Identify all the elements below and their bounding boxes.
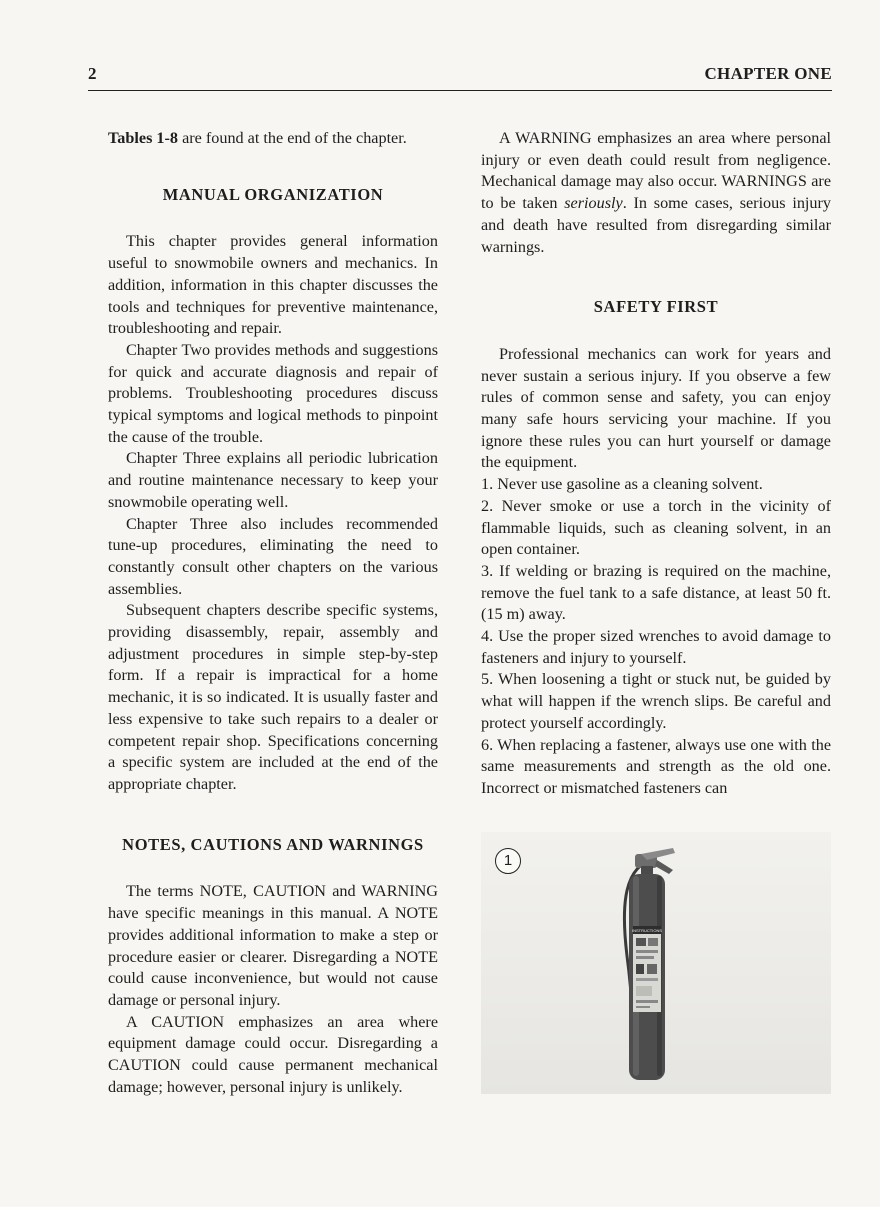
list-item: 3. If welding or brazing is required on the machine, remove the fuel tank to a safe distance, at least 50 ft. (15 m) away. [481,561,831,624]
paragraph: Chapter Three explains all periodic lubrication and routine maintenance necessary to keep your snowmobile operating well. [108,449,438,511]
list-item: 4. Use the proper sized wrenches to avoid damage to fasteners and injury to yourself. [481,627,831,667]
warning-text: A WARNING emphasizes an area where personal injury or even death could result from negligence. Mechanical damage may also occur. WARNINGS are to be taken [481,129,831,213]
page-header [88,62,832,91]
warning-text-end: . In some cases, serious injury and death have resulted from disregarding similar warnings. [481,194,831,256]
left-column [108,128,438,1098]
heading-notes-cautions-warnings: NOTES, CAUTIONS AND WARNINGS [122,834,424,854]
figure-fire-extinguisher [481,832,831,1094]
tables-note [108,128,438,150]
list-item: 2. Never smoke or use a torch in the vicinity of flammable liquids, such as cleaning solvent, in an open container. [481,496,831,559]
figure-number: 1 [495,848,521,874]
paragraph: A CAUTION emphasizes an area where equipment damage could occur. Disregarding a CAUTION could cause permanent mechanical damage; however, personal injury is unlikely. [108,1012,438,1096]
heading-safety-first: SAFETY FIRST [593,297,719,317]
paragraph: Chapter Three also includes recommended tune-up procedures, eliminating the need to constantly consult other chapters on the various assemblies. [108,514,438,598]
list-item: 6. When replacing a fastener, always use one with the same measurements and strength as the old one. Incorrect or mismatched fasteners can [481,735,831,797]
warning-paragraph [481,128,831,258]
fire-extinguisher-icon [611,846,691,1086]
tables-ref: Tables 1-8 [108,129,179,147]
paragraph: Subsequent chapters describe specific systems, providing disassembly, repair, assembly and adjustment procedures in simple step-by-step form. If a repair is impractical for a home mechanic, it is so indicated. It is usually faster and less expensive to take such repairs to a dealer or competent repair shop. Specifications concerning a specific system are included at the end of the appropriate chapter. [108,601,438,793]
list-item: 5. When loosening a tight or stuck nut, be guided by what will happen if the wrench slips. Be careful and protect yourself accordingly. [481,670,831,732]
heading-manual-organization: MANUAL ORGANIZATION [162,184,384,204]
paragraph: Chapter Two provides methods and suggestions for quick and accurate diagnosis and repair of problems. Troubleshooting procedures discuss typical symptoms and logical methods to pinpoint the cause of the trouble. [108,340,438,446]
warning-emphasis: seriously [564,194,623,213]
paragraph: Professional mechanics can work for years and never sustain a serious injury. If you observe a few rules of common sense and safety, you can enjoy many safe hours servicing your machine. If you ignore these rules you can hurt yourself or damage the equipment. [481,344,831,472]
paragraph: This chapter provides general information useful to snowmobile owners and mechanics. In addition, information in this chapter discusses the tools and techniques for preventive maintenance, troubleshooting and repair. [108,232,438,338]
chapter-title: CHAPTER ONE [704,64,832,83]
page-number: 2 [88,64,97,83]
right-column [481,128,831,800]
paragraph: The terms NOTE, CAUTION and WARNING have specific meanings in this manual. A NOTE provides additional information to make a step or procedure easier or clearer. Disregarding a NOTE could cause inconvenience, but would not cause damage or personal injury. [108,882,438,1009]
label-text: INSTRUCTIONS [632,928,662,933]
list-item: 1. Never use gasoline as a cleaning solvent. [481,475,763,494]
tables-note-text: are found at the end of the chapter. [178,129,407,147]
